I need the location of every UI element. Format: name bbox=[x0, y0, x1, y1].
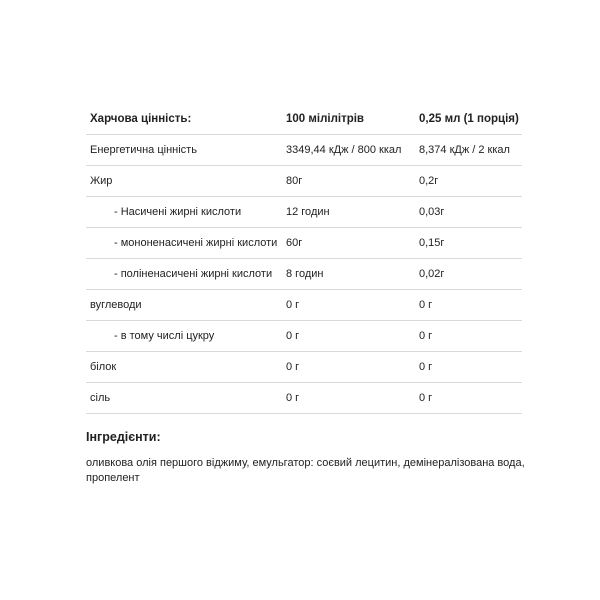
table-row-energy bbox=[86, 135, 522, 166]
row-per-serving: 8,374 кДж / 2 ккал bbox=[419, 144, 510, 156]
nutrition-table bbox=[86, 104, 522, 414]
row-per-serving: 0,15г bbox=[419, 237, 445, 249]
table-row-monounsaturated-fat bbox=[86, 228, 522, 259]
table-row-polyunsaturated-fat bbox=[86, 259, 522, 290]
row-per-serving: 0 г bbox=[419, 299, 433, 311]
table-row-carbohydrates bbox=[86, 290, 522, 321]
row-per-100ml: 0 г bbox=[286, 299, 300, 311]
row-label: білок bbox=[90, 361, 117, 373]
row-per-serving: 0,02г bbox=[419, 268, 445, 280]
row-per-100ml: 60г bbox=[286, 237, 303, 249]
row-label: - Насичені жирні кислоти bbox=[114, 206, 242, 218]
row-per-100ml: 3349,44 кДж / 800 ккал bbox=[286, 144, 402, 156]
row-per-100ml: 80г bbox=[286, 175, 303, 187]
ingredients-title: Інгредієнти: bbox=[86, 430, 161, 444]
row-per-serving: 0 г bbox=[419, 361, 433, 373]
row-per-100ml: 8 годин bbox=[286, 268, 324, 280]
row-per-100ml: 12 годин bbox=[286, 206, 330, 218]
row-per-serving: 0,2г bbox=[419, 175, 439, 187]
row-label: - поліненасичені жирні кислоти bbox=[114, 268, 273, 280]
row-per-100ml: 0 г bbox=[286, 392, 300, 404]
header-nutritional-value: Харчова цінність: bbox=[90, 113, 192, 125]
row-label: - в тому числі цукру bbox=[114, 330, 215, 342]
row-label: Енергетична цінність bbox=[90, 144, 197, 156]
table-row-saturated-fat bbox=[86, 197, 522, 228]
row-label: вуглеводи bbox=[90, 299, 142, 311]
row-label: - мононенасичені жирні кислоти bbox=[114, 237, 278, 249]
table-row-fat bbox=[86, 166, 522, 197]
row-per-serving: 0 г bbox=[419, 392, 433, 404]
ingredients-text: оливкова олія першого віджиму, емульгатор: соєвий лецитин, демінералізована вода, пропелент bbox=[86, 457, 525, 484]
row-per-100ml: 0 г bbox=[286, 330, 300, 342]
row-per-serving: 0 г bbox=[419, 330, 433, 342]
nutrition-table-header bbox=[86, 104, 522, 135]
table-row-sugars bbox=[86, 321, 522, 352]
table-row-salt bbox=[86, 383, 522, 414]
header-per-serving: 0,25 мл (1 порція) bbox=[419, 113, 519, 125]
header-per-100ml: 100 мілілітрів bbox=[286, 113, 365, 125]
row-label: сіль bbox=[90, 392, 111, 404]
table-row-protein bbox=[86, 352, 522, 383]
row-per-serving: 0,03г bbox=[419, 206, 445, 218]
row-per-100ml: 0 г bbox=[286, 361, 300, 373]
row-label: Жир bbox=[90, 175, 113, 187]
